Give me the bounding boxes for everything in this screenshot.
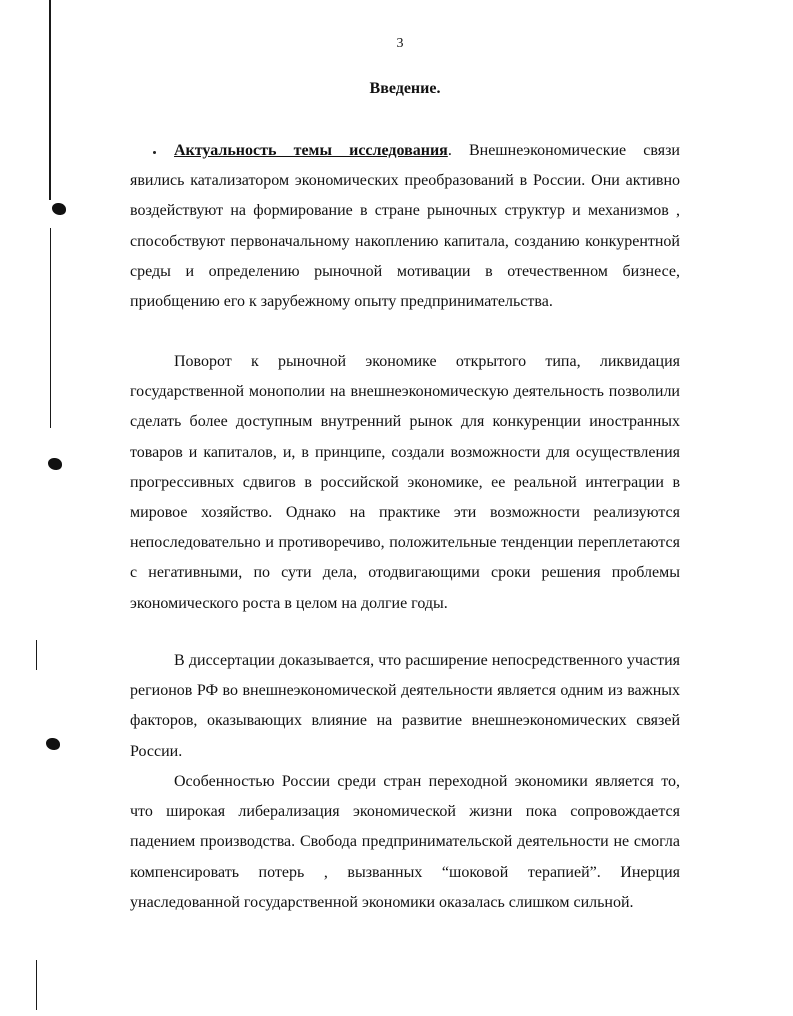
scan-margin-line (36, 640, 37, 670)
paragraph (130, 347, 680, 619)
page-title: Введение. (369, 80, 441, 97)
paragraph-text: Поворот к рыночной экономике открытого типа, ликвидация государственной монополии на внешнеэкономическую деятельность позволили сделать более доступным внутренний рынок для конкуренции иностранных товаров и капиталов, и, в принципе, создали возможности для осуществления прогрессивных сдвигов в российской экономике, ее реальной интеграции в мировое хозяйство. Однако на практике эти возможности реализуются непоследовательно и противоречиво, положительные тенденции переплетаются с негативными, по сути дела, отодвигающими сроки решения проблемы экономического роста в целом на долгие годы. (130, 353, 680, 612)
binder-hole-icon (52, 203, 66, 215)
paragraph (130, 646, 680, 767)
binder-hole-icon (48, 458, 62, 470)
scan-margin-line (50, 228, 51, 428)
paragraph (130, 767, 680, 918)
paragraph-text: В диссертации доказывается, что расширение непосредственного участия регионов РФ во внешнеэкономической деятельности является одним из важных факторов, оказывающих влияние на развитие внешнеэкономических связей России. (130, 652, 680, 760)
scan-margin-line (36, 960, 37, 1010)
section-heading: Актуальность темы исследования (174, 142, 448, 159)
binder-hole-icon (46, 738, 60, 750)
paragraph-relevance (130, 136, 680, 317)
page-number: 3 (396, 36, 404, 51)
paragraph-text: . Внешнеэкономические связи явились катализатором экономических преобразований в России. Они активно воздействуют на формирование в стране рыночных структур и механизмов , способствуют первоначальному накоплению капитала, созданию конкурентной среды и определению рыночной мотивации в отечественном бизнесе, приобщению его к зарубежному опыту предпринимательства. (130, 142, 680, 311)
scan-margin-line (49, 0, 51, 200)
paragraph-text: Особенностью России среди стран переходной экономики является то, что широкая либерализация экономической жизни пока сопровождается падением производства. Свобода предпринимательской деятельности не смогла компенсировать потерь , вызванных “шоковой терапией”. Инерция унаследованной государственной экономики оказалась слишком сильной. (130, 773, 680, 911)
